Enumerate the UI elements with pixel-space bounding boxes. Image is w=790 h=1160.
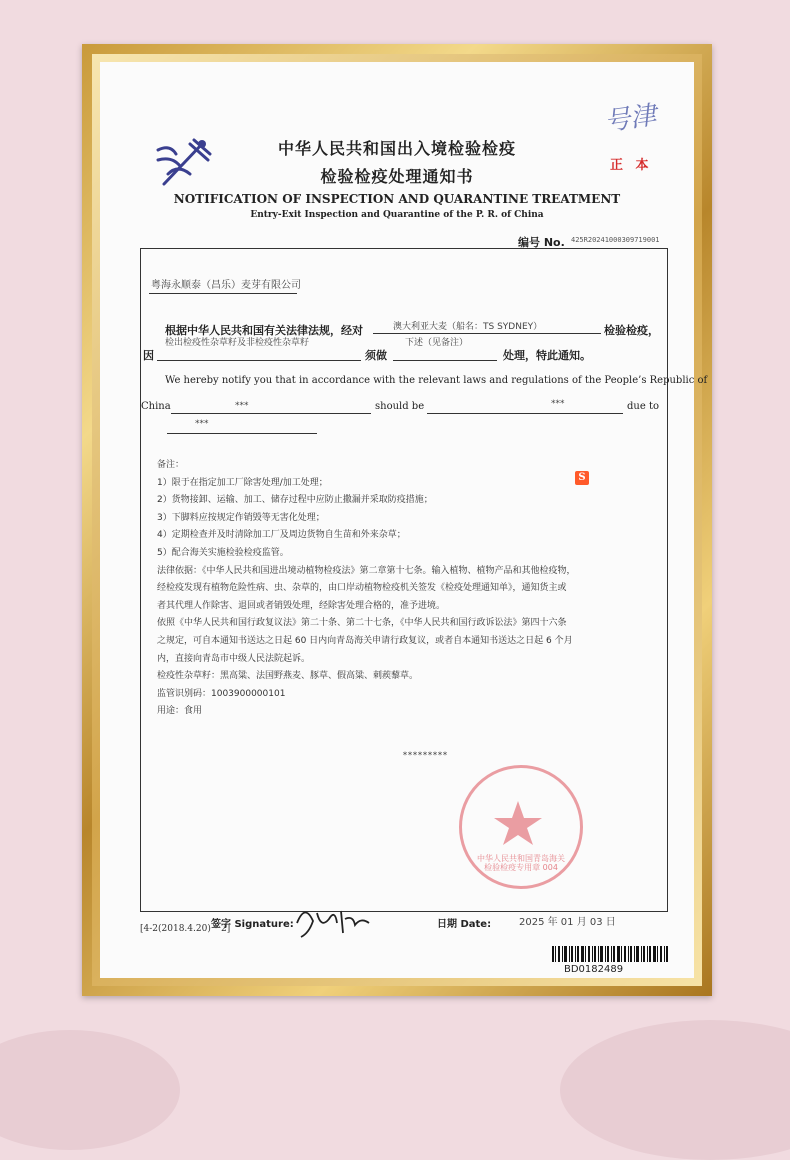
consignee-underline xyxy=(149,293,297,294)
remarks-section xyxy=(157,457,662,721)
en-china: China xyxy=(141,401,171,412)
background-blob-left xyxy=(0,1030,180,1150)
remarks-line: 5）配合海关实施检验检疫监管。 xyxy=(157,547,289,558)
found-underline xyxy=(157,360,361,361)
background-blob-right xyxy=(560,1020,790,1160)
remarks-line: 内，直接向青岛市中级人民法院起诉。 xyxy=(157,653,311,664)
serial-value: 425R20241000309719001 xyxy=(571,236,660,244)
en-should-be: should be xyxy=(375,401,425,412)
cn-line1-suffix: 检验检疫， xyxy=(604,324,659,337)
title-cn-notice: 检验检疫处理通知书 xyxy=(320,167,474,186)
remarks-line: 备注： xyxy=(157,460,185,470)
cn-line1-prefix: 根据中华人民共和国有关法律法规，经对 xyxy=(165,324,363,337)
remarks-line: 用途：食用 xyxy=(157,706,203,717)
handwritten-note: 号津 xyxy=(602,100,659,138)
gold-frame xyxy=(82,44,712,996)
date-label: 日期 Date: xyxy=(437,919,492,930)
cn-line2-prefix: 因 xyxy=(143,349,154,362)
en-fill-3-underline xyxy=(167,433,317,434)
signature-scribble xyxy=(291,893,381,943)
remarks-line: 2）货物接卸、运输、加工、储存过程中应防止撒漏并采取防疫措施； xyxy=(157,495,433,506)
en-fill-1: *** xyxy=(235,401,249,411)
original-copy-stamp: 正 本 xyxy=(610,158,653,173)
serial-label: 编号 No. xyxy=(518,236,565,249)
remarks-line: 者其代理人作除害、退回或者销毁处理，经除害处理合格的，准予进境。 xyxy=(157,600,446,611)
stars-line: ********* xyxy=(403,751,448,760)
remarks-line: 检疫性杂草籽：黑高粱、法国野燕麦、豚草、假高粱、刺蒺藜草。 xyxy=(157,671,419,682)
certificate-paper xyxy=(100,62,708,978)
remarks-line: 法律依据：《中华人民共和国进出境动植物检疫法》第二章第十七条。输入植物、植物产品和其他检疫物， xyxy=(157,565,576,576)
remarks-line: 经检疫发现有植物危险性病、虫、杂草的，由口岸动植物检疫机关签发《检疫处理通知单》，通知货主或 xyxy=(157,583,567,594)
remarks-line: 之规定，可自本通知书送达之日起 60 日内向青岛海关申请行政复议，或者自本通知书送达之日起 6 个月 xyxy=(157,635,573,646)
consignee-name: 粤海永顺泰（昌乐）麦芽有限公司 xyxy=(151,280,301,291)
title-en: NOTIFICATION OF INSPECTION AND QUARANTINE TREATMENT xyxy=(173,192,621,206)
sogou-s-icon[interactable]: S xyxy=(575,471,589,485)
form-code: [4-2(2018.4.20) * 2] xyxy=(140,924,231,934)
cn-line2-suffix: 处理，特此通知。 xyxy=(503,349,591,362)
barcode-number: BD0182489 xyxy=(564,964,624,975)
subtitle-en: Entry-Exit Inspection and Quarantine of the P. R. of China xyxy=(250,210,544,220)
signature-label: 签字 Signature: xyxy=(211,919,294,930)
date-value: 2025 年 01 月 03 日 xyxy=(519,917,616,928)
treatment-type: 下述（见备注） xyxy=(405,338,469,348)
remarks-line: 4）定期检查并及时清除加工厂及周边货物自生苗和外来杂草； xyxy=(157,530,406,541)
official-seal xyxy=(459,765,583,889)
title-cn-authority: 中华人民共和国出入境检验检疫 xyxy=(277,139,516,158)
remarks-line: 3）下脚料应按规定作销毁等无害化处理； xyxy=(157,512,325,523)
gold-frame-inner xyxy=(92,54,708,986)
cn-line2-must: 须做 xyxy=(365,349,387,362)
goods-name: 澳大利亚大麦（船名：TS SYDNEY） xyxy=(393,322,543,332)
en-fill-3: *** xyxy=(195,419,209,429)
remarks-line: 监管识别码：1003900000101 xyxy=(157,688,286,699)
en-fill-2-underline xyxy=(427,413,623,414)
goods-underline xyxy=(373,333,601,334)
en-fill-1-underline xyxy=(171,413,371,414)
en-paragraph-line1: We hereby notify you that in accordance with the relevant laws and regulations of the People’s Republic of xyxy=(165,375,708,386)
remarks-line: 1）限于在指定加工厂除害处理/加工处理； xyxy=(157,477,328,488)
barcode xyxy=(552,946,672,962)
remarks-line: 依照《中华人民共和国行政复议法》第二十条、第二十七条，《中华人民共和国行政诉讼法》第四十六条 xyxy=(157,618,567,629)
treatment-underline xyxy=(393,360,497,361)
found-pests: 检出检疫性杂草籽及非检疫性杂草籽 xyxy=(165,338,310,348)
en-due-to: due to xyxy=(627,401,659,412)
en-fill-2: *** xyxy=(551,399,565,409)
seal-text: 中华人民共和国青岛海关 检验检疫专用章 004 xyxy=(477,854,565,872)
